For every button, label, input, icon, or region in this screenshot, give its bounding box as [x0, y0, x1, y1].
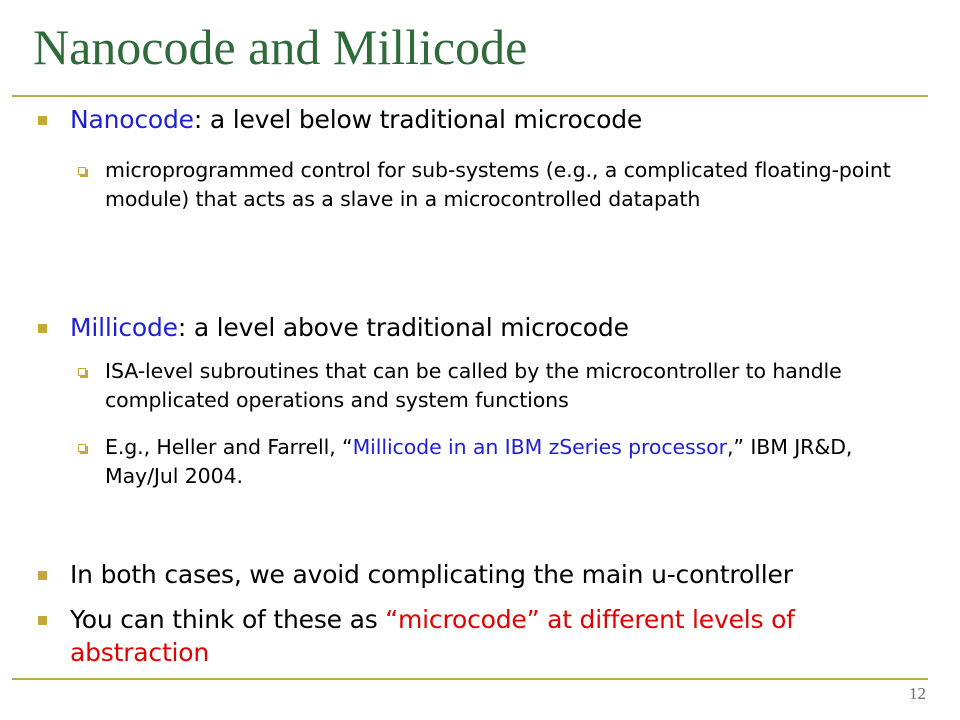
bullet-nanocode-text: : a level below traditional microcode	[193, 105, 643, 134]
sub-bullet-millicode-desc: ISA-level subroutines that can be called by the microcontroller to handle complicated operations and system functions	[105, 357, 895, 415]
bullet-millicode-text: : a level above traditional microcode	[177, 313, 629, 342]
page-number: 12	[909, 684, 926, 703]
term-nanocode: Nanocode	[70, 105, 194, 134]
slide-title: Nanocode and Millicode	[33, 19, 528, 75]
reference-prefix: E.g., Heller and Farrell, “	[105, 435, 353, 459]
term-millicode: Millicode	[70, 313, 178, 342]
reference-link[interactable]: Millicode in an IBM zSeries processor	[352, 435, 727, 459]
bullet-both-cases: In both cases, we avoid complicating the main u-controller	[70, 558, 915, 591]
bullet-think-of-these	[70, 603, 915, 669]
bullet-think-highlight: “microcode” at different levels of abstraction	[70, 605, 795, 667]
bullet-think-prefix: You can think of these as	[70, 605, 386, 634]
bullet-millicode	[70, 311, 915, 344]
bullet-nanocode	[70, 103, 915, 136]
footer-divider	[12, 678, 928, 680]
sub-bullet-nanocode-desc: microprogrammed control for sub-systems (e.g., a complicated floating-point module) that acts as a slave in a microcontrolled datapath	[105, 156, 895, 214]
sub-bullet-reference	[105, 433, 895, 491]
reference-suffix: ,” IBM JR&D, May/Jul 2004.	[105, 435, 853, 488]
